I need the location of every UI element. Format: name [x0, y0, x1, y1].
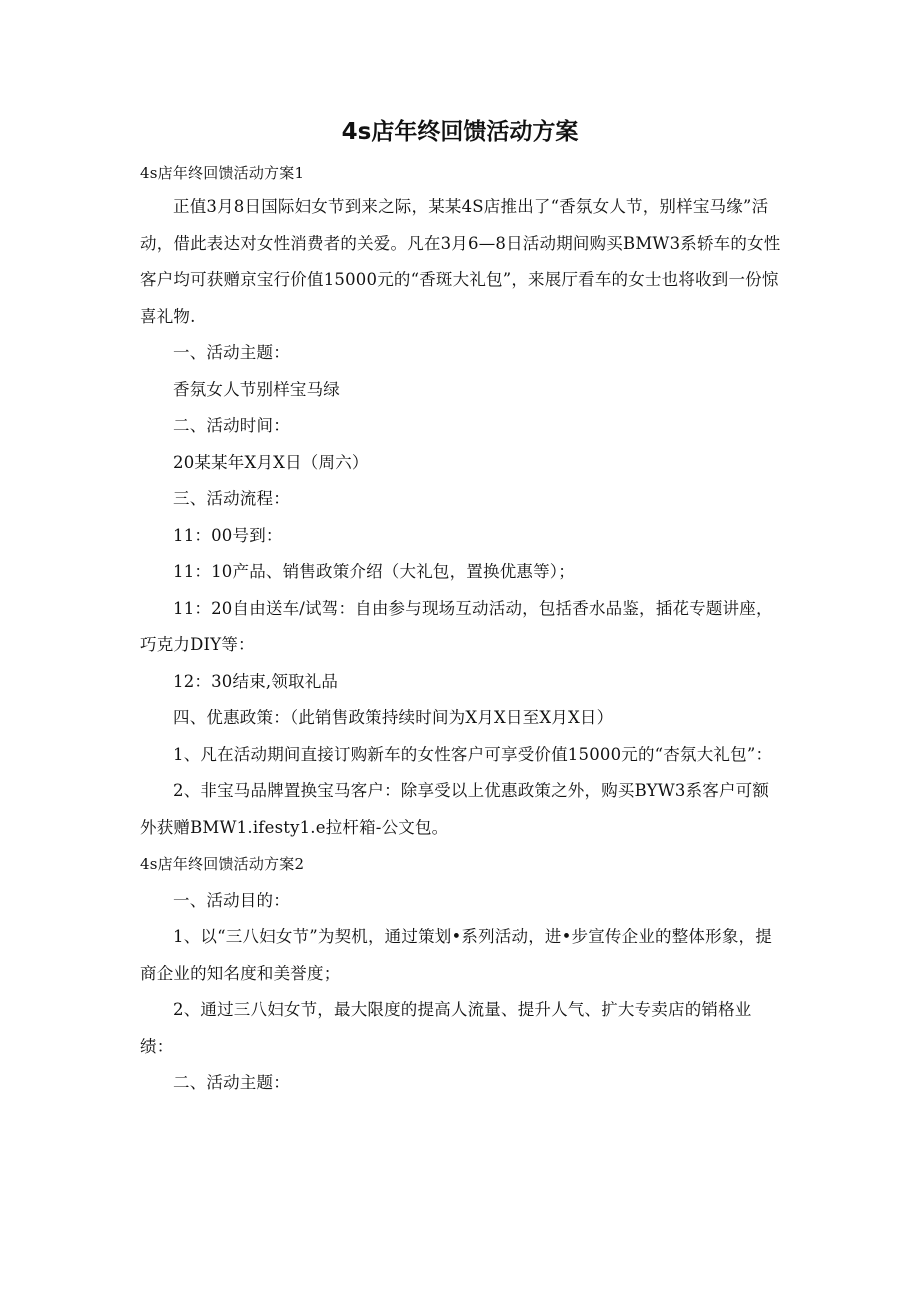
paragraph: 正值3月8日国际妇女节到来之际，某某4S店推出了“香氛女人节，别样宝马缘”活动，借此表达对女性消费者的关爱。凡在3月6—8日活动期间购买BMW3系轿车的女性客户均可获赠京宝行价值15000元的“香斑大礼包”，来展厅看车的女士也将收到一份惊喜礼物. [140, 197, 781, 326]
paragraph: 20某某年X月X日（周六） [173, 452, 369, 472]
paragraph: 香氛女人节别样宝马绿 [173, 379, 340, 399]
document-body [140, 159, 782, 1102]
paragraph: 11：00号到： [173, 525, 283, 545]
paragraph: 四、优惠政策：（此销售政策持续时间为X月X日至X月X日） [173, 708, 614, 727]
paragraph: 11：20自由送车/试驾：自由参与现场互动活动，包括香水品鉴，插花专题讲座，巧克力DIY等： [140, 598, 773, 654]
paragraph: 11：10产品、销售政策介绍（大礼包，置换优惠等）； [173, 562, 575, 581]
paragraph: 二、活动时间： [173, 416, 290, 435]
paragraph: 12：30结束,领取礼品 [173, 671, 339, 691]
paragraph: 1、以“三八妇女节”为契机，通过策划•系列活动，进•步宣传企业的整体形象，提商企业的知名度和美誉度； [140, 927, 772, 983]
paragraph: 1、凡在活动期间直接订购新车的女性客户可享受价值15000元的“杏氛大礼包”： [173, 744, 773, 764]
paragraph: 2、通过三八妇女节，最大限度的提高人流量、提升人气、扩大专卖店的销格业绩： [140, 1000, 752, 1056]
document-title: 4s店年终回馈活动方案 [341, 119, 579, 145]
paragraph: 一、活动主题： [173, 343, 290, 362]
section-heading: 4s店年终回馈活动方案2 [140, 855, 305, 873]
paragraph: 二、活动主题： [173, 1073, 290, 1092]
paragraph: 2、非宝马品牌置换宝马客户：除享受以上优惠政策之外，购买BYW3系客户可额外获赠BMW1.ifesty1.e拉杆箱-公文包。 [140, 781, 770, 837]
section-heading: 4s店年终回馈活动方案1 [140, 164, 305, 182]
paragraph: 一、活动目的： [173, 890, 290, 910]
paragraph: 三、活动流程： [173, 489, 290, 508]
